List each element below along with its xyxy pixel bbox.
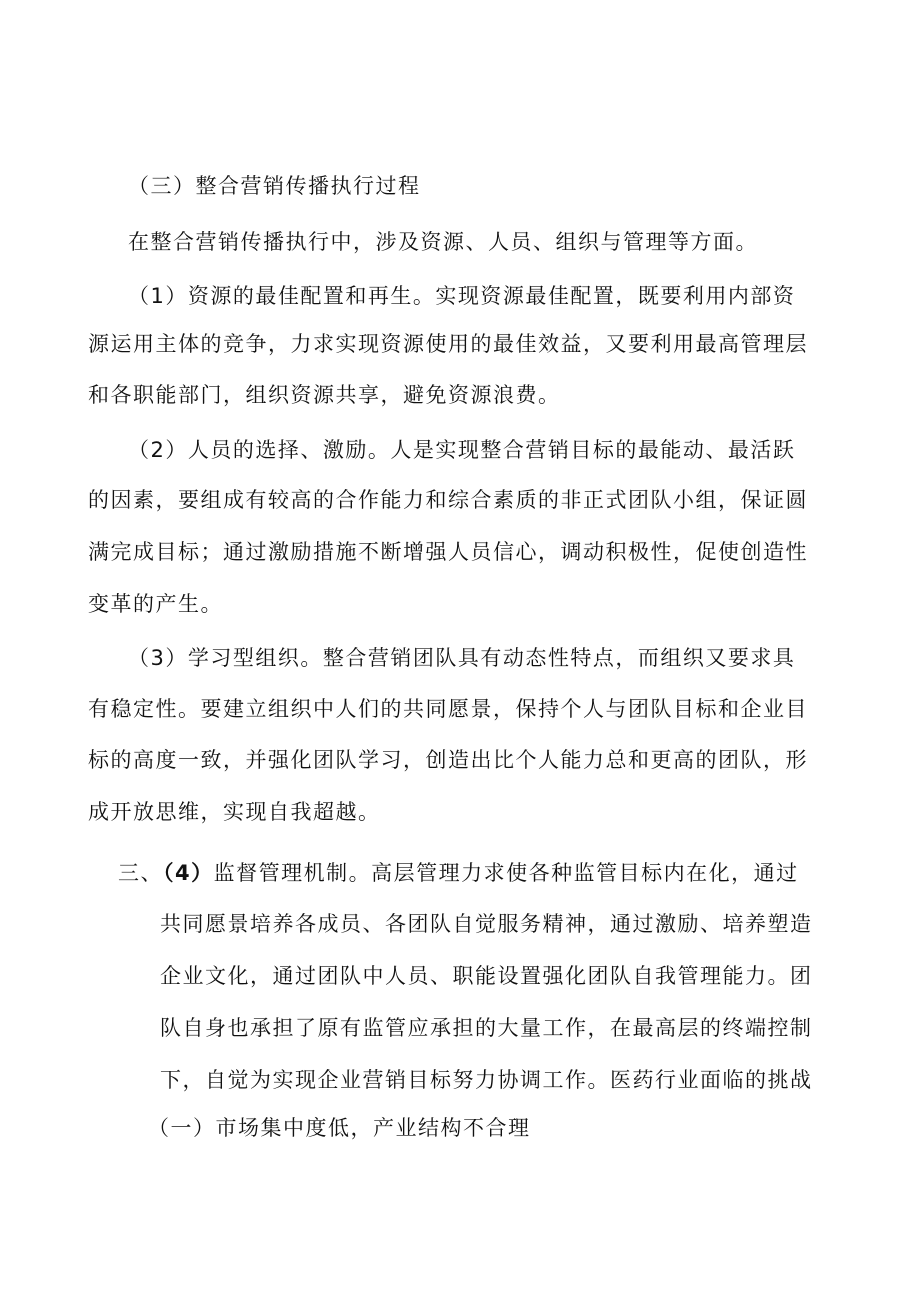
item-3-line-4: 成开放思维，实现自我超越。 bbox=[88, 800, 381, 824]
item-4-line-1 bbox=[118, 859, 799, 887]
section-heading: （三）整合营销传播执行过程 bbox=[128, 174, 421, 198]
item-1-line-1: （1）资源的最佳配置和再生。实现资源最佳配置，既要利用内部资 bbox=[128, 284, 796, 308]
item-1-line-2: 源运用主体的竞争，力求实现资源使用的最佳效益，又要利用最高管理层 bbox=[88, 332, 808, 356]
item-1-line-3: 和各职能部门，组织资源共享，避免资源浪费。 bbox=[88, 383, 561, 407]
item-2-line-1: （2）人员的选择、激励。人是实现整合营销目标的最能动、最活跃 bbox=[128, 438, 796, 462]
item-4-number: （4） bbox=[163, 861, 214, 885]
item-3-line-2: 有稳定性。要建立组织中人们的共同愿景，保持个人与团队目标和企业目 bbox=[88, 697, 808, 721]
item-3-line-1: （3）学习型组织。整合营销团队具有动态性特点，而组织又要求具 bbox=[128, 646, 796, 670]
item-4-prefix: 三、 bbox=[118, 861, 163, 885]
item-4-first-line: 监督管理机制。高层管理力求使各种监管目标内在化，通过 bbox=[213, 861, 799, 885]
subheading: （一）市场集中度低，产业结构不合理 bbox=[148, 1116, 531, 1140]
intro-paragraph: 在整合营销传播执行中，涉及资源、人员、组织与管理等方面。 bbox=[128, 230, 758, 254]
item-2-line-2: 的因素，要组成有较高的合作能力和综合素质的非正式团队小组，保证圆 bbox=[88, 488, 808, 512]
item-2-line-3: 满完成目标；通过激励措施不断增强人员信心，调动积极性，促使创造性 bbox=[88, 540, 808, 564]
item-4-line-2: 共同愿景培养各成员、各团队自觉服务精神，通过激励、培养塑造 bbox=[160, 912, 813, 936]
item-4-line-5: 下，自觉为实现企业营销目标努力协调工作。医药行业面临的挑战 bbox=[160, 1068, 813, 1092]
item-4-line-4: 队自身也承担了原有监管应承担的大量工作，在最高层的终端控制 bbox=[160, 1016, 813, 1040]
item-4-line-3: 企业文化，通过团队中人员、职能设置强化团队自我管理能力。团 bbox=[160, 964, 813, 988]
item-2-line-4: 变革的产生。 bbox=[88, 592, 223, 616]
item-3-line-3: 标的高度一致，并强化团队学习，创造出比个人能力总和更高的团队，形 bbox=[88, 748, 808, 772]
